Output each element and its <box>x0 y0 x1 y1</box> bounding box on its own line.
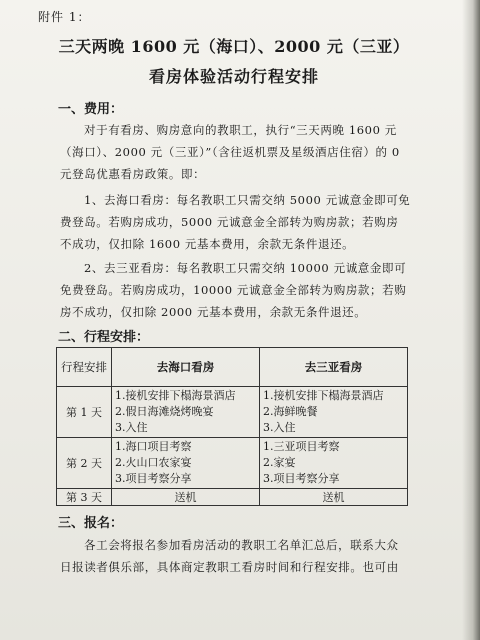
sanya-cell: 送机 <box>260 489 408 506</box>
haikou-cell: 送机 <box>112 489 260 506</box>
table-header-cell: 行程安排 <box>57 348 112 387</box>
text-line: 元登岛优惠看房政策。即： <box>60 167 206 181</box>
table-row <box>57 438 408 489</box>
day-cell: 第 1 天 <box>57 387 112 438</box>
fees-sanya <box>60 257 418 323</box>
table-header-cell: 去三亚看房 <box>260 348 408 387</box>
text-line: 2、去三亚看房：每名教职工只需交纳 10000 元诚意金即可 <box>84 261 407 275</box>
text-line: 日报读者俱乐部，具体商定教职工看房时间和行程安排。也可由 <box>60 560 399 574</box>
table-row <box>57 387 408 438</box>
day-cell: 第 3 天 <box>57 489 112 506</box>
page-subtitle: 看房体验活动行程安排 <box>148 67 319 86</box>
page-shadow <box>462 0 480 640</box>
fees-intro <box>60 119 418 185</box>
day-cell: 第 2 天 <box>57 438 112 489</box>
text-line: 不成功，仅扣除 1600 元基本费用，余款无条件退还。 <box>60 237 355 251</box>
itinerary-table <box>56 347 408 506</box>
text-line: 房不成功，仅扣除 2000 元基本费用，余款无条件退还。 <box>60 305 367 319</box>
haikou-cell: 1.海口项目考察 2.火山口农家宴 3.项目考察分享 <box>112 438 260 489</box>
text-line: 1、去海口看房：每名教职工只需交纳 5000 元诚意金即可免 <box>84 193 411 207</box>
section-heading-signup: 三、报名： <box>58 516 124 531</box>
text-line: 费登岛。若购房成功，5000 元诚意金全部转为购房款；若购房 <box>60 215 399 229</box>
sanya-cell: 1.三亚项目考察 2.家宴 3.项目考察分享 <box>260 438 408 489</box>
table-header-row <box>57 348 408 387</box>
fees-haikou <box>60 189 418 255</box>
text-line: （海口）、2000 元（三亚）”（含往返机票及星级酒店住宿）的 0 <box>60 145 400 159</box>
table-header-cell: 去海口看房 <box>112 348 260 387</box>
signup-body <box>60 534 418 578</box>
table-row <box>57 489 408 506</box>
sanya-cell: 1.接机安排下榻海景酒店 2.海鲜晚餐 3.入住 <box>260 387 408 438</box>
section-heading-fees: 一、费用： <box>58 102 124 117</box>
page-title: 三天两晚 1600 元（海口）、2000 元（三亚） <box>58 37 410 56</box>
haikou-cell: 1.接机安排下榻海景酒店 2.假日海滩烧烤晚宴 3.入住 <box>112 387 260 438</box>
text-line: 对于有看房、购房意向的教职工，执行“三天两晚 1600 元 <box>84 123 397 137</box>
attachment-label: 附件 1： <box>38 10 91 24</box>
text-line: 各工会将报名参加看房活动的教职工名单汇总后，联系大众 <box>84 538 399 552</box>
text-line: 免费登岛。若购房成功，10000 元诚意金全部转为购房款；若购 <box>60 283 407 297</box>
section-heading-itinerary: 二、行程安排： <box>58 330 150 345</box>
